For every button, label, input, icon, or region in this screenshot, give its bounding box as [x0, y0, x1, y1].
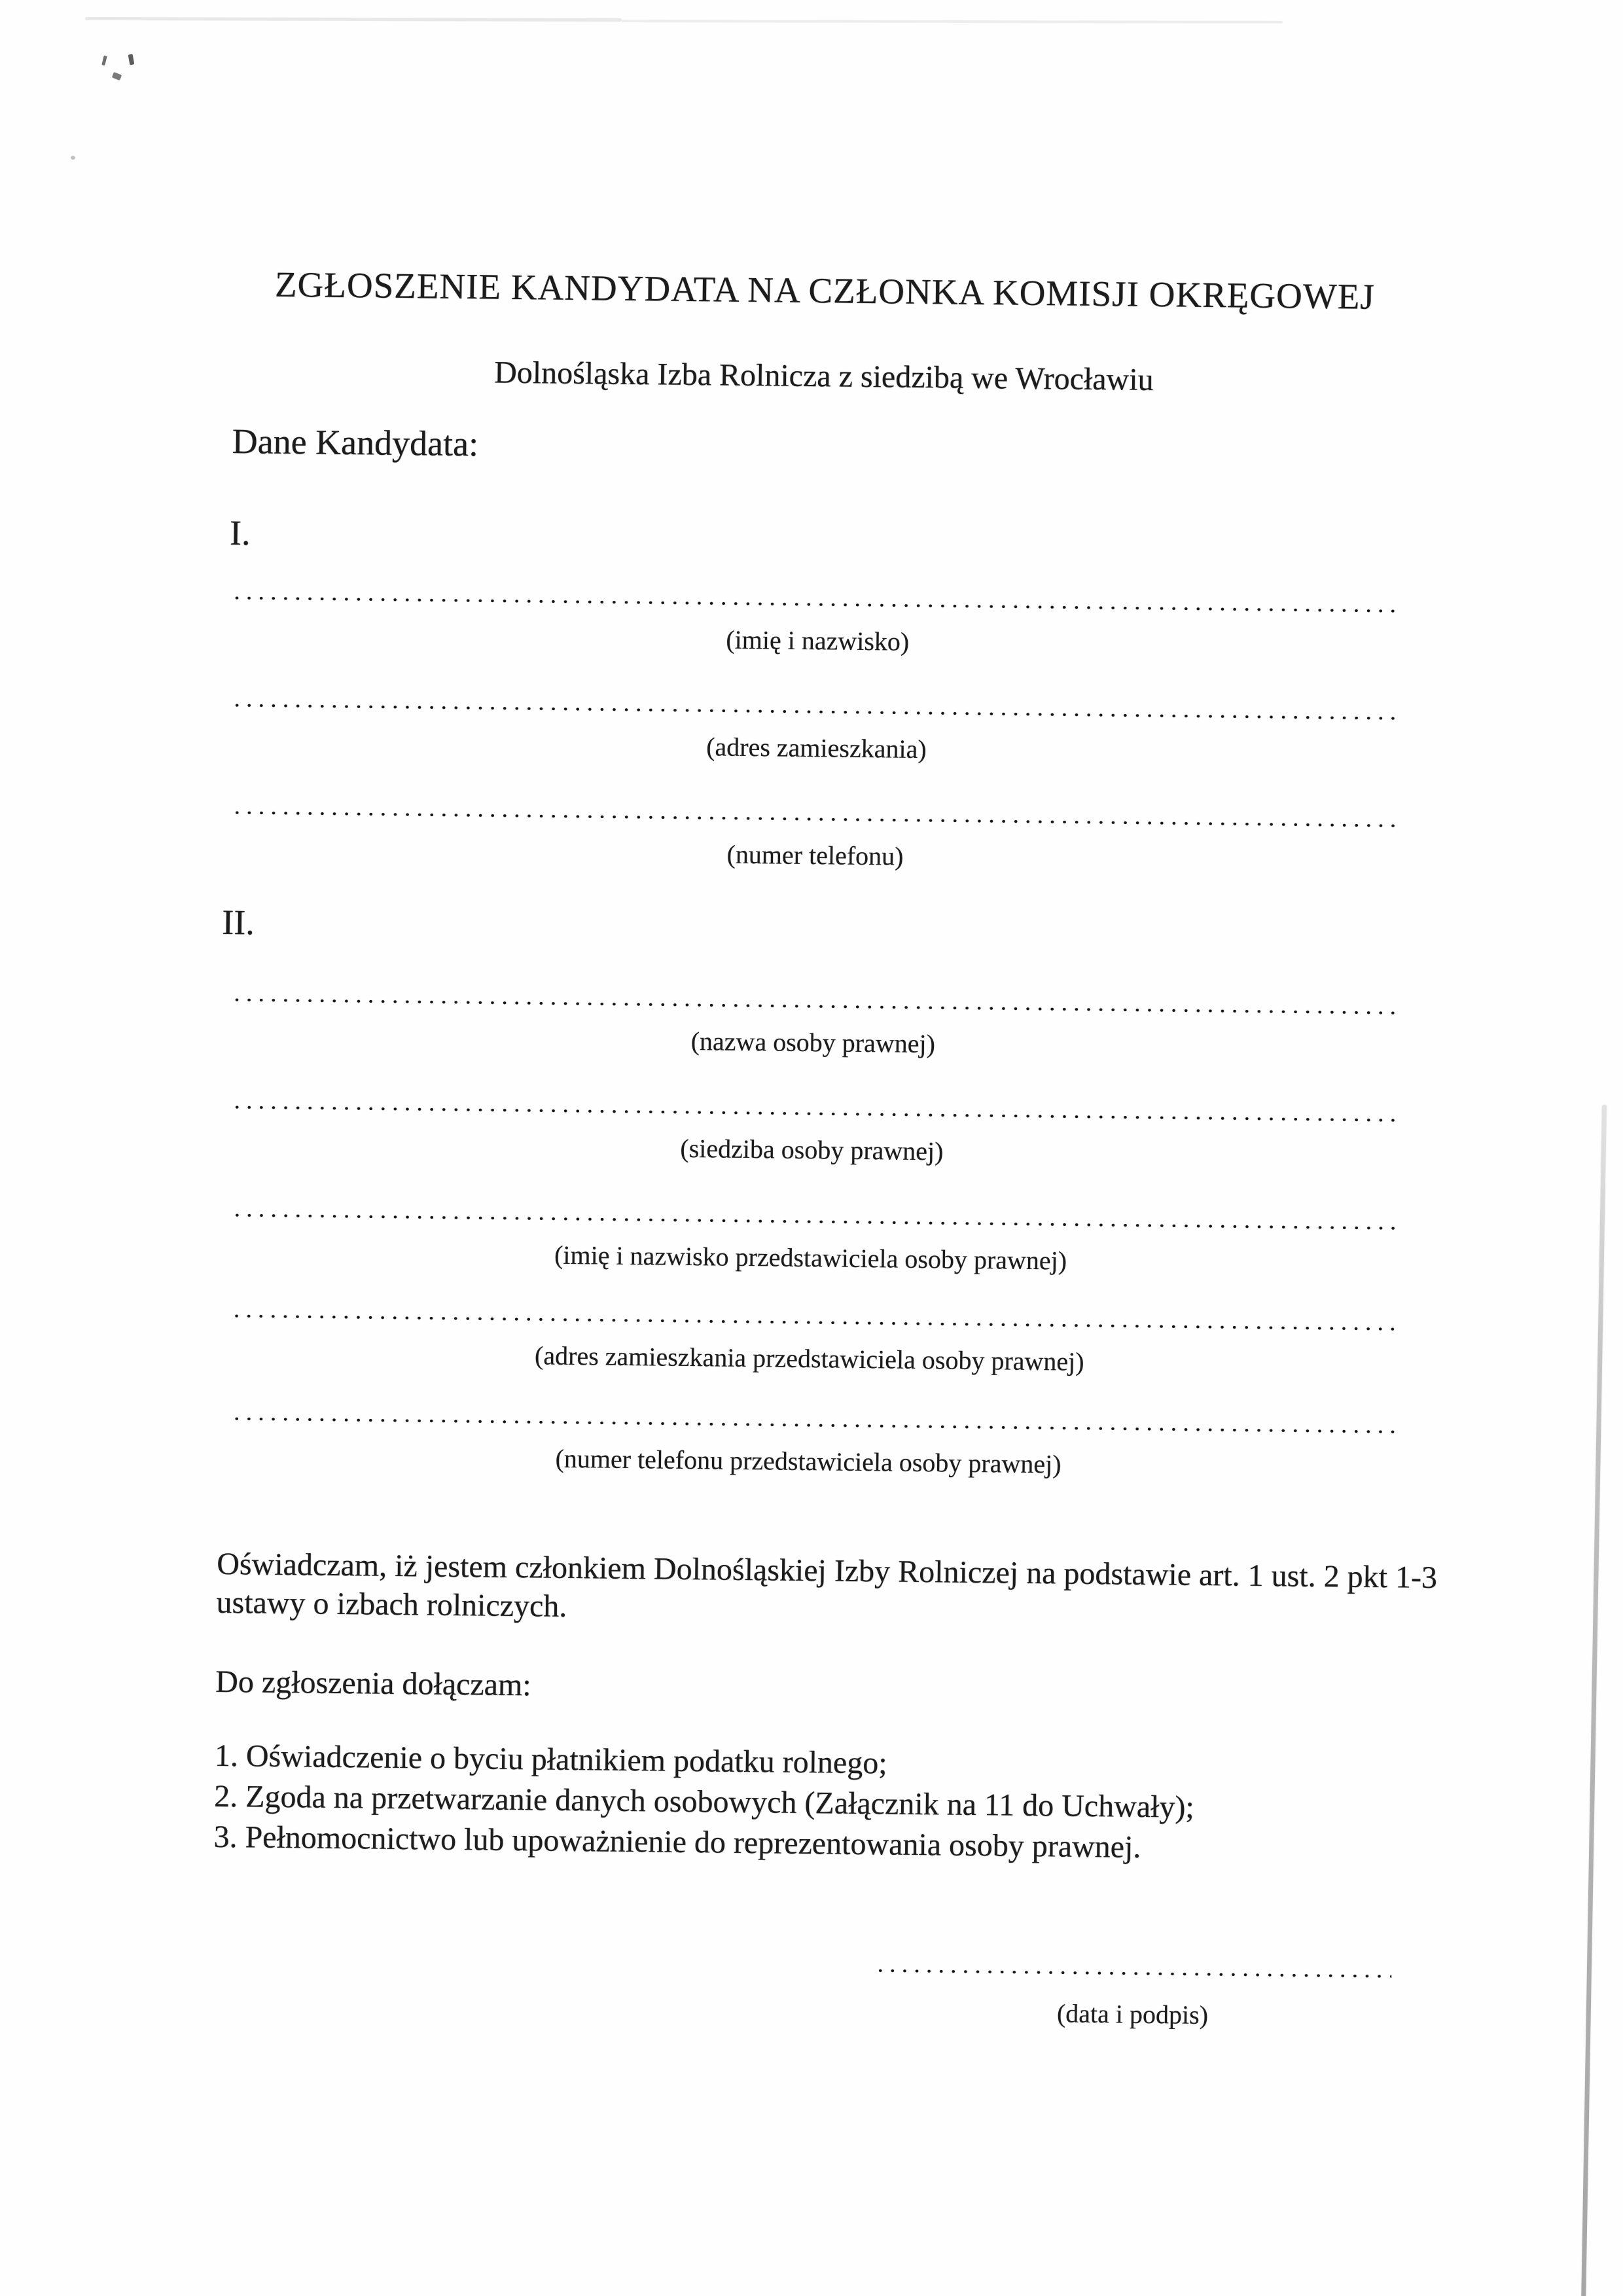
fill-in-line-legal-seat — [231, 1104, 1402, 1123]
fill-in-line-representative-phone — [231, 1416, 1402, 1435]
field-caption-representative-address: (adres zamieszkania przedstawiciela osoby prawnej) — [534, 1340, 1084, 1376]
attachments-label: Do zgłoszenia dołączam: — [215, 1664, 531, 1703]
field-caption-legal-seat: (siedziba osoby prawnej) — [680, 1133, 944, 1166]
fill-in-line-name — [231, 595, 1402, 614]
candidate-data-label: Dane Kandydata: — [232, 422, 479, 464]
fill-in-line-address — [231, 702, 1402, 721]
signature-line — [874, 1967, 1391, 1979]
section-1-label: I. — [229, 512, 251, 553]
fill-in-line-phone — [231, 810, 1402, 829]
fill-in-line-representative-name — [231, 1212, 1402, 1231]
form-subtitle: Dolnośląska Izba Rolnicza z siedzibą we Wrocławiu — [493, 355, 1154, 397]
scan-speck-4 — [71, 156, 75, 160]
attachment-item-2: 2. Zgoda na przetwarzanie danych osobowych (Załącznik na 11 do Uchwały); — [213, 1778, 1195, 1825]
declaration-paragraph: Oświadczam, iż jestem członkiem Dolnośląskiej Izby Rolniczej na podstawie art. 1 ust. 2 pkt 1-3 ustawy o izbach rolniczych. — [216, 1546, 1438, 1624]
field-caption-name: (imię i nazwisko) — [726, 624, 910, 656]
form-title: ZGŁOSZENIE KANDYDATA NA CZŁONKA KOMISJI OKRĘGOWEJ — [274, 264, 1376, 317]
field-caption-phone: (numer telefonu) — [726, 839, 904, 871]
attachment-item-1: 1. Oświadczenie o byciu płatnikiem podatku rolnego; — [214, 1738, 887, 1781]
field-caption-representative-phone: (numer telefonu przedstawiciela osoby prawnej) — [555, 1443, 1061, 1479]
field-caption-representative-name: (imię i nazwisko przedstawiciela osoby prawnej) — [554, 1240, 1067, 1276]
attachment-item-3: 3. Pełnomocnictwo lub upoważnienie do reprezentowania osoby prawnej. — [213, 1819, 1141, 1865]
fill-in-line-representative-address — [230, 1313, 1402, 1332]
signature-caption: (data i podpis) — [1056, 1998, 1209, 2030]
field-caption-address: (adres zamieszkania) — [705, 732, 927, 764]
section-2-label: II. — [222, 902, 255, 942]
fill-in-line-legal-name — [231, 997, 1402, 1016]
field-caption-legal-name: (nazwa osoby prawnej) — [690, 1026, 936, 1059]
